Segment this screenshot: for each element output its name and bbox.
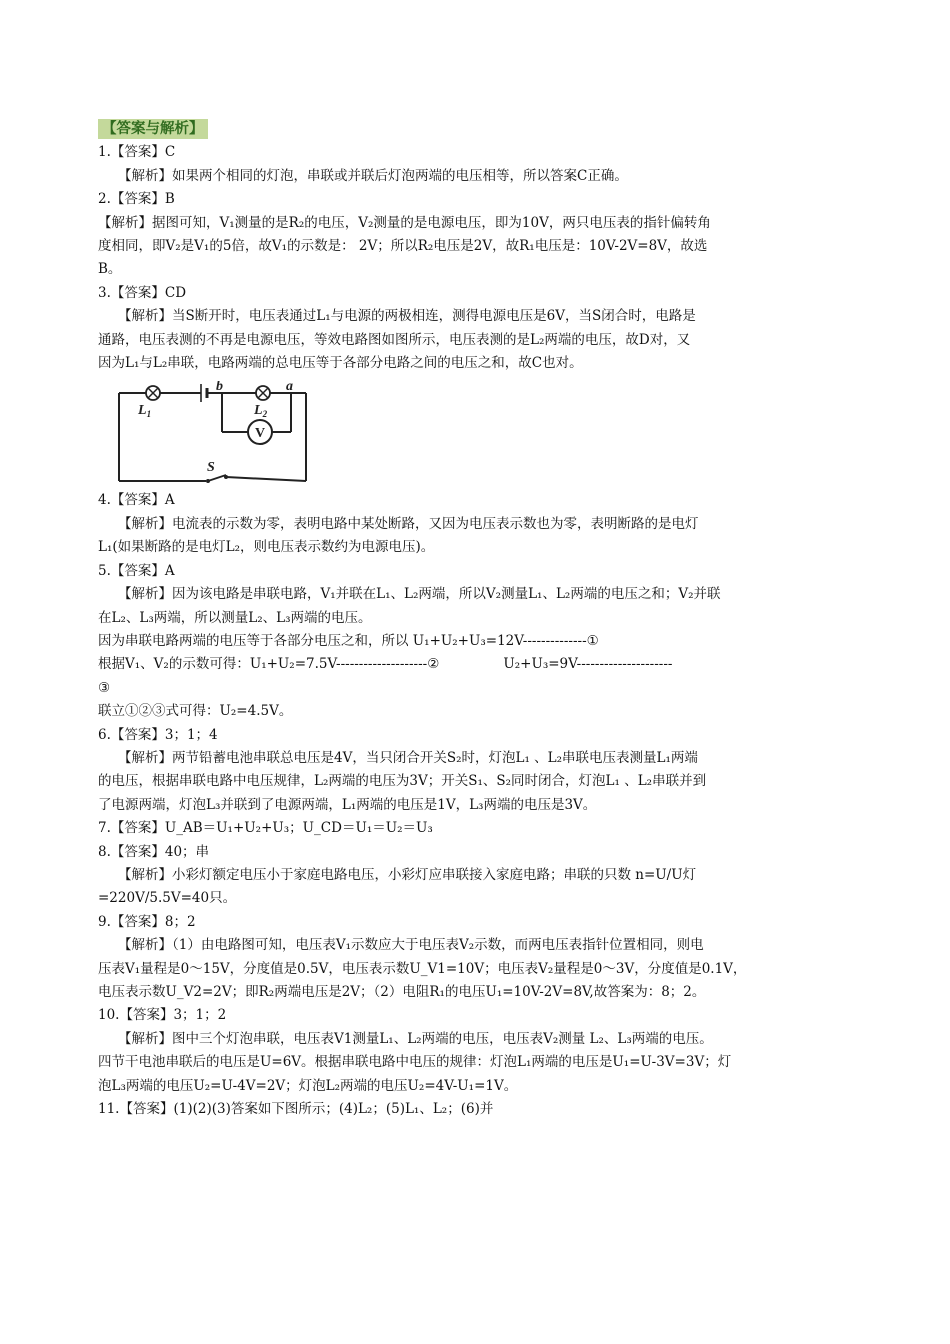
label-s: S: [207, 460, 215, 476]
q3-answer: 3.【答案】CD: [98, 284, 187, 301]
q5-analysis-line6: 联立①②③式可得：U₂=4.5V。: [98, 703, 293, 720]
voltmeter-label: V: [254, 426, 266, 442]
lamp-l2-icon: [256, 386, 270, 400]
q5-equation-2: 根据V₁、V₂的示数可得：U₁+U₂=7.5V--------------------②: [98, 656, 440, 673]
q9-analysis-line1: 【解析】（1）由电路图可知，电压表V₁示数应大于电压表V₂示数，而两电压表指针位置相同，则电: [118, 937, 704, 954]
q5-analysis-line1: 【解析】因为该电路是串联电路，V₁并联在L₁、L₂两端，所以V₂测量L₁、L₂两端的电压之和；V₂并联: [118, 586, 721, 603]
q3-analysis-line3: 因为L₁与L₂串联，电路两端的总电压等于各部分电路之间的电压之和，故C也对。: [98, 355, 583, 372]
q5-analysis-line3: 因为串联电路两端的电压等于各部分电压之和，所以 U₁+U₂+U₃=12V--------------①: [98, 632, 599, 649]
q1-analysis: 【解析】如果两个相同的灯泡，串联或并联后灯泡两端的电压相等，所以答案C正确。: [118, 167, 628, 184]
q2-analysis-line2: 度相同，即V₂是V₁的5倍，故V₁的示数是： 2V；所以R₂电压是2V，故R₁电压是：10V-2V=8V，故选: [98, 238, 708, 255]
q10-analysis-line3: 泡L₃两端的电压U₂=U-4V=2V；灯泡L₂两端的电压U₂=4V-U₁=1V。: [98, 1077, 518, 1094]
q3-analysis-line1: 【解析】当S断开时，电压表通过L₁与电源的两极相连，测得电源电压是6V，当S闭合时，电路是: [118, 308, 696, 325]
answer-document: [98, 118, 858, 1121]
q4-analysis-line2: L₁(如果断路的是电灯L₂，则电压表示数约为电源电压)。: [98, 539, 435, 556]
q5-answer: 5.【答案】A: [98, 562, 175, 579]
q10-analysis-line1: 【解析】图中三个灯泡串联，电压表V1测量L₁、L₂两端的电压，电压表V₂测量 L₂、L₃两端的电压。: [118, 1030, 713, 1047]
lamp-l1-icon: [146, 386, 160, 400]
q6-analysis-line2: 的电压，根据串联电路中电压规律，L₂两端的电压为3V；开关S₁、S₂同时闭合，灯泡L₁ 、L₂串联并到: [98, 773, 707, 790]
q8-analysis-line1: 【解析】小彩灯额定电压小于家庭电路电压，小彩灯应串联接入家庭电路；串联的只数 n=U/U灯: [118, 866, 697, 883]
q6-answer: 6.【答案】3；1；4: [98, 726, 218, 743]
q7-answer: 7.【答案】U_AB＝U₁+U₂+U₃；U_CD＝U₁＝U₂＝U₃: [98, 820, 433, 837]
q8-analysis-line2: =220V/5.5V=40只。: [98, 890, 237, 907]
q9-answer: 9.【答案】8；2: [98, 913, 196, 930]
q11-answer: 11.【答案】(1)(2)(3)答案如下图所示；(4)L₂；(5)L₁、L₂；(6)并: [98, 1101, 494, 1118]
q5-analysis-line5: ③: [98, 679, 111, 696]
q6-analysis-line1: 【解析】两节铅蓄电池串联总电压是4V，当只闭合开关S₂时，灯泡L₁ 、L₂串联电压表测量L₁两端: [118, 749, 698, 766]
q5-analysis-line2: 在L₂、L₃两端，所以测量L₂、L₃两端的电压。: [98, 609, 372, 626]
voltmeter-icon: [248, 420, 272, 444]
label-l2: $L_2$: [254, 403, 268, 420]
q3-analysis-line2: 通路，电压表测的不再是电源电压，等效电路图如图所示，电压表测的是L₂两端的电压，故D对，又: [98, 331, 691, 348]
q4-analysis-line1: 【解析】电流表的示数为零，表明电路中某处断路，又因为电压表示数也为零，表明断路的是电灯: [118, 515, 699, 532]
q5-equation-3: U₂+U₃=9V---------------------: [503, 656, 673, 673]
q2-answer: 2.【答案】B: [98, 191, 175, 208]
q8-answer: 8.【答案】40；串: [98, 843, 210, 860]
circuit-svg: [116, 381, 316, 485]
q2-analysis-line1: 【解析】据图可知，V₁测量的是R₂的电压，V₂测量的是电源电压，即为10V，两只电压表的指针偏转角: [98, 214, 711, 231]
q9-analysis-line3: 电压表示数U_V2=2V；即R₂两端电压是2V；（2）电阻R₁的电压U₁=10V-2V=8V,故答案为：8；2。: [98, 984, 706, 1000]
q10-answer: 10.【答案】3；1；2: [98, 1007, 227, 1024]
q1-answer: 1.【答案】C: [98, 144, 176, 161]
q4-answer: 4.【答案】A: [98, 492, 175, 509]
label-a: a: [286, 381, 293, 395]
q5-analysis-line4: [98, 653, 858, 676]
switch-s-icon: [206, 475, 228, 483]
q9-analysis-line2: 压表V₁量程是0～15V，分度值是0.5V，电压表示数U_V1=10V；电压表V₂量程是0～3V，分度值是0.1V，: [98, 960, 747, 977]
q10-analysis-line2: 四节干电池串联后的电压是U=6V。根据串联电路中电压的规律：灯泡L₁两端的电压是U₁=U-3V=3V；灯: [98, 1054, 732, 1071]
q2-analysis-line3: B。: [98, 261, 122, 278]
section-title: 【答案与解析】: [98, 119, 208, 139]
q6-analysis-line3: 了电源两端，灯泡L₃并联到了电源两端，L₁两端的电压是1V，L₃两端的电压是3V。: [98, 796, 597, 813]
q3-circuit-diagram: [116, 381, 858, 485]
label-l1: $L_1$: [138, 403, 152, 420]
label-b: b: [216, 381, 223, 395]
